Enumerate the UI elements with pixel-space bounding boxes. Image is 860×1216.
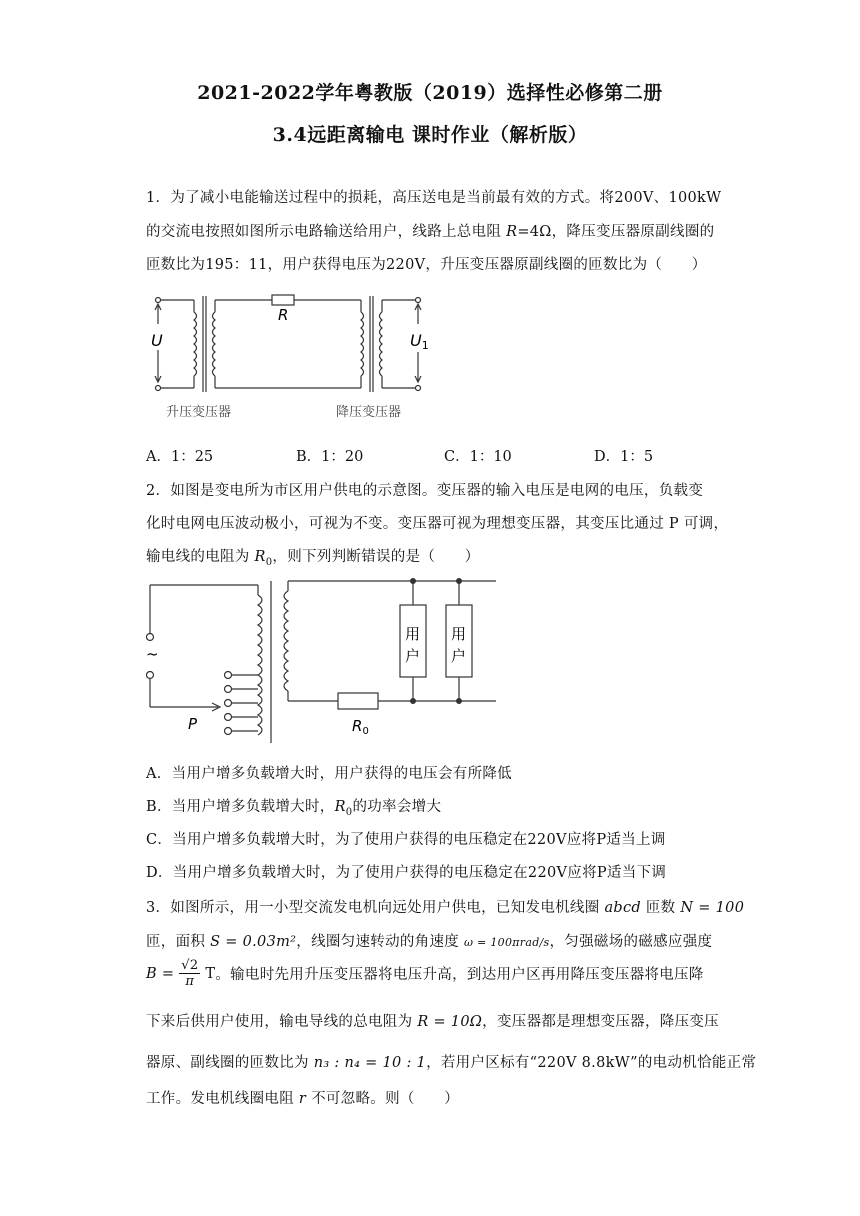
q3-line4: 下来后供用户使用，输电导线的总电阻为 R = 10Ω，变压器都是理想变压器，降压变压 (146, 1014, 719, 1030)
q1-label-U: U (151, 331, 163, 350)
q2-user2-top: 用 (451, 625, 467, 643)
q1-line2: 的交流电按照如图所示电路输送给用户，线路上总电阻 R=4Ω，降压变压器原副线圈的 (146, 224, 715, 240)
q1-label-U1: U1 (410, 331, 429, 352)
q2-line2: 化时电网电压波动极小，可视为不变。变压器可视为理想变压器，其变压比通过 P 可调， (146, 516, 729, 532)
q3-line1: 3．如图所示，用一小型交流发电机向远处用户供电，已知发电机线圈 abcd 匝数 N = 100 (146, 900, 745, 916)
q2-line3: 输电线的电阻为 $R_0$，则下列判断错误的是（ ） (146, 549, 480, 568)
q2-user1-bottom: 户 (405, 647, 421, 665)
q2-user2-bottom: 户 (451, 647, 467, 665)
q1-option-b: B．1：20 (296, 449, 364, 465)
q1-line1: 1．为了减小电能输送过程中的损耗，高压送电是当前最有效的方式。将200V、100kW (146, 190, 722, 206)
q3-line6: 工作。发电机线圈电阻 r 不可忽略。则（ ） (146, 1091, 460, 1107)
doc-title-line1: 2021-2022学年粤教版（2019）选择性必修第二册 (197, 82, 663, 104)
q2-option-a: A．当用户增多负载增大时，用户获得的电压会有所降低 (146, 766, 512, 782)
q1-option-c: C．1：10 (444, 449, 512, 465)
q1-line3: 匝数比为195：11，用户获得电压为220V，升压变压器原副线圈的匝数比为（ ） (146, 257, 707, 273)
q1-option-d: D．1：5 (594, 449, 654, 465)
q2-ac-symbol: ~ (146, 645, 159, 663)
q1-label-step-down: 降压变压器 (336, 405, 402, 420)
q2-label-R0: $R_0$ (352, 717, 369, 737)
q2-option-c: C．当用户增多负载增大时，为了使用户获得的电压稳定在220V应将P适当上调 (146, 832, 666, 848)
q2-user1-top: 用 (405, 625, 421, 643)
q1-label-R: R (278, 306, 289, 324)
q1-circuit-figure (146, 290, 436, 425)
q2-option-b: B．当用户增多负载增大时，$R_0$的功率会增大 (146, 799, 442, 818)
q1-option-a: A．1：25 (146, 449, 214, 465)
q2-circuit-figure (146, 577, 506, 747)
q3-line5: 器原、副线圈的匝数比为 n₃ : n₄ = 10 : 1，若用户区标有“220V 8.8kW”的电动机恰能正常 (146, 1055, 757, 1071)
q3-line2: 匝，面积 S = 0.03m²，线圈匀速转动的角速度 ω = 100πrad/s，匀强磁场的磁感应强度 (146, 934, 713, 950)
q2-option-d: D．当用户增多负载增大时，为了使用户获得的电压稳定在220V应将P适当下调 (146, 865, 667, 881)
q2-label-P: P (188, 715, 198, 733)
q2-line1: 2．如图是变电所为市区用户供电的示意图。变压器的输入电压是电网的电压，负载变 (146, 483, 704, 499)
q3-line3: B = $\frac{√2}{\pi}$ T。输电时先用升压变压器将电压升高，到达用户区再用降压变压器将电压降 (146, 958, 704, 989)
q1-label-step-up: 升压变压器 (166, 405, 232, 420)
doc-title-line2: 3.4远距离输电 课时作业（解析版） (272, 124, 588, 146)
